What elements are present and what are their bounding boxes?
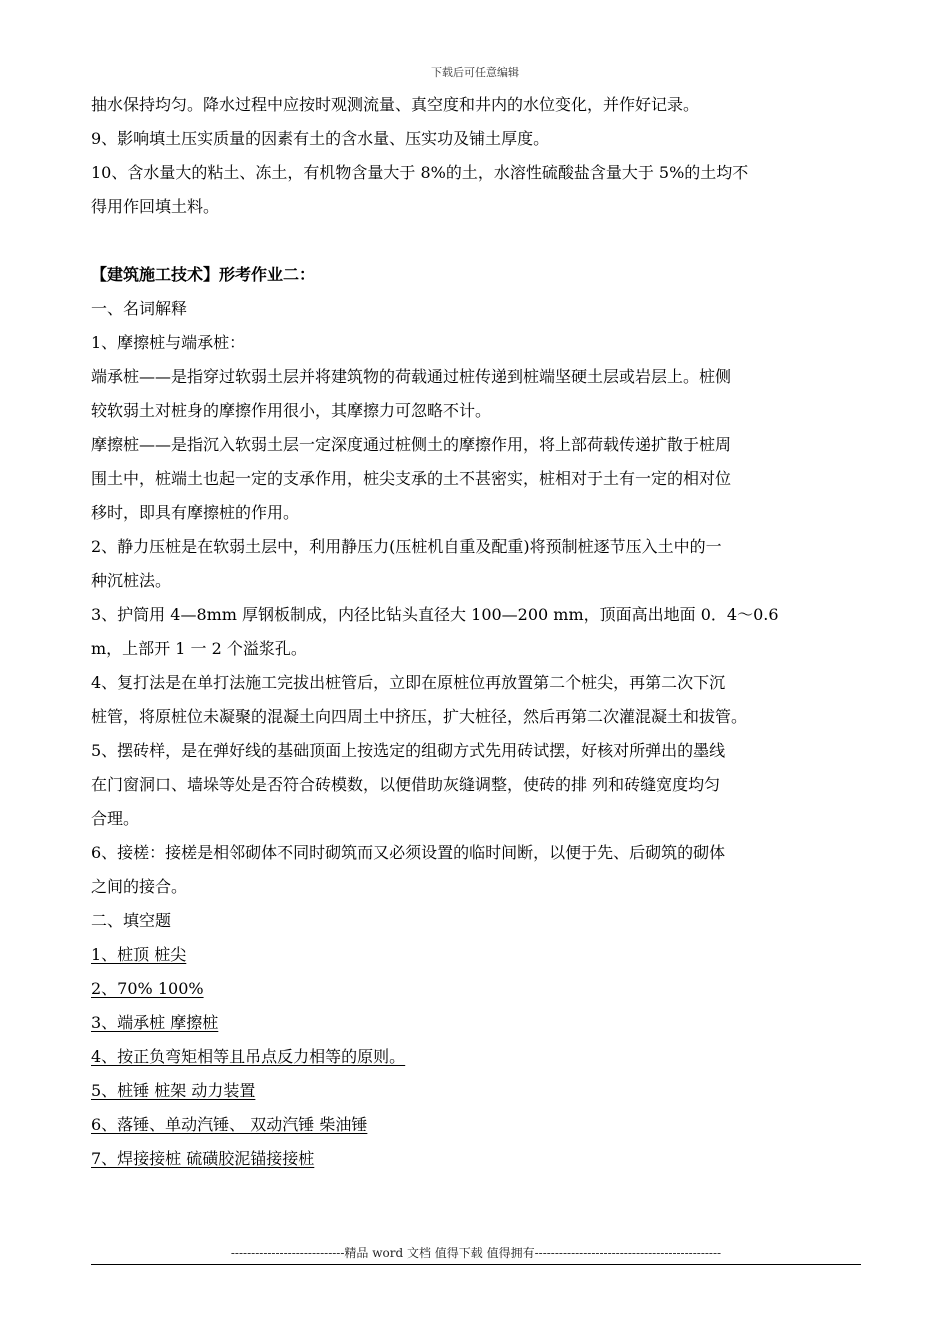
page-header: 下载后可任意编辑 xyxy=(431,66,519,79)
paragraph-line: 在门窗洞口、墙垛等处是否符合砖模数，以便借助灰缝调整，使砖的排 列和砖缝宽度均匀 xyxy=(91,775,721,794)
paragraph-line: 10、含水量大的粘土、冻土，有机物含量大于 8%的土，水溶性硫酸盐含量大于 5%的土均不 xyxy=(91,163,749,182)
paragraph-line: 之间的接合。 xyxy=(91,877,188,896)
paragraph-line: 9、影响填土压实质量的因素有土的含水量、压实功及铺土厚度。 xyxy=(91,129,550,148)
paragraph-line: 合理。 xyxy=(91,809,140,828)
paragraph-line: m，上部开 1 一 2 个溢浆孔。 xyxy=(91,639,307,658)
paragraph-line: 5、摆砖样，是在弹好线的基础顶面上按选定的组砌方式先用砖试摆，好核对所弹出的墨线 xyxy=(91,741,726,760)
paragraph-line: 端承桩——是指穿过软弱土层并将建筑物的荷载通过桩传递到桩端坚硬土层或岩层上。桩侧 xyxy=(91,367,732,386)
answer-line: 1、桩顶 桩尖 xyxy=(91,945,187,964)
section-heading: 二、填空题 xyxy=(91,911,172,930)
answer-line: 5、桩锤 桩架 动力装置 xyxy=(91,1081,256,1100)
paragraph-line: 6、接槎：接槎是相邻砌体不同时砌筑而又必须设置的临时间断，以便于先、后砌筑的砌体 xyxy=(91,843,726,862)
paragraph-line: 围土中，桩端土也起一定的支承作用，桩尖支承的土不甚密实，桩相对于土有一定的相对位 xyxy=(91,469,732,488)
section-title: 【建筑施工技术】形考作业二： xyxy=(91,265,316,284)
paragraph-line: 种沉桩法。 xyxy=(91,571,172,590)
answer-line: 6、落锤、单动汽锤、 双动汽锤 柴油锤 xyxy=(91,1115,368,1134)
paragraph-line: 桩管，将原桩位未凝聚的混凝土向四周土中挤压，扩大桩径，然后再第二次灌混凝土和拔管。 xyxy=(91,707,748,726)
page-footer: ----------------------------精品 word 文档 值得下载 值得拥有---------------------------------------------- xyxy=(230,1246,722,1260)
paragraph-line: 摩擦桩——是指沉入软弱土层一定深度通过桩侧土的摩擦作用，将上部荷载传递扩散于桩周 xyxy=(91,435,732,454)
answer-line: 3、端承桩 摩擦桩 xyxy=(91,1013,219,1032)
paragraph-line: 2、静力压桩是在软弱土层中，利用静压力(压桩机自重及配重)将预制桩逐节压入土中的一 xyxy=(91,537,722,556)
paragraph-line: 4、复打法是在单打法施工完拔出桩管后，立即在原桩位再放置第二个桩尖，再第二次下沉 xyxy=(91,673,726,692)
section-heading: 一、名词解释 xyxy=(91,299,188,318)
answer-line: 7、焊接接桩 硫磺胶泥锚接接桩 xyxy=(91,1149,315,1168)
footer-rule xyxy=(91,1264,861,1265)
paragraph-line: 移时，即具有摩擦桩的作用。 xyxy=(91,503,300,522)
paragraph-line: 3、护筒用 4—8mm 厚钢板制成，内径比钻头直径大 100—200 mm，顶面高出地面 0．4～0.6 xyxy=(91,605,779,624)
paragraph-line: 得用作回填土料。 xyxy=(91,197,220,216)
blank-line xyxy=(91,224,861,258)
paragraph-line: 1、摩擦桩与端承桩： xyxy=(91,333,246,352)
paragraph-line: 较软弱土对桩身的摩擦作用很小，其摩擦力可忽略不计。 xyxy=(91,401,492,420)
answer-line: 2、70% 100% xyxy=(91,979,204,998)
answer-line: 4、按正负弯矩相等且吊点反力相等的原则。 xyxy=(91,1047,406,1066)
paragraph-line: 抽水保持均匀。降水过程中应按时观测流量、真空度和井内的水位变化，并作好记录。 xyxy=(91,95,700,114)
document-body xyxy=(91,88,861,1176)
